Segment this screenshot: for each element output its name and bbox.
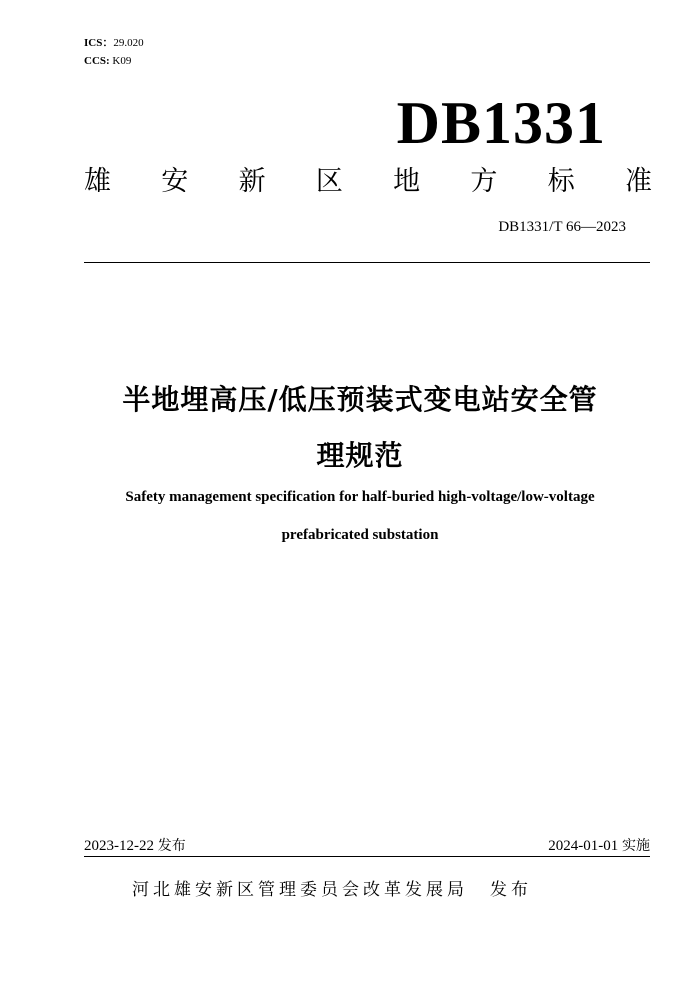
issuer-line <box>132 875 532 900</box>
title-zh-line2: 理规范 <box>316 439 404 472</box>
ics-label: ICS <box>84 37 103 49</box>
ics-line: ICS：29.020 <box>84 37 144 49</box>
implement-date: 2024-01-01 <box>548 838 619 854</box>
standard-type-char: 雄 <box>84 166 111 197</box>
standard-number: DB1331/T 66—2023 <box>498 219 626 235</box>
title-zh-line1: 半地埋高压/低压预装式变电站安全管 <box>122 383 598 416</box>
issuer-action: 发布 <box>490 880 532 900</box>
implement-date-block <box>548 835 650 855</box>
title-en-line2: prefabricated substation <box>281 527 439 543</box>
standard-type-char: 新 <box>238 166 266 197</box>
standard-type <box>84 166 652 198</box>
standard-type-char: 方 <box>470 166 498 197</box>
publish-date: 2023-12-22 <box>84 838 154 854</box>
publish-label: 发布 <box>157 838 186 854</box>
standard-type-char: 安 <box>161 166 189 197</box>
top-divider <box>84 262 650 263</box>
bottom-divider <box>84 856 650 857</box>
publish-date-block <box>84 835 186 855</box>
title-chinese <box>60 372 660 484</box>
ccs-value: K09 <box>112 55 132 67</box>
standard-type-char: 标 <box>547 166 575 197</box>
standard-type-char: 准 <box>624 166 652 197</box>
implement-label: 实施 <box>622 838 650 854</box>
standard-type-char: 区 <box>315 166 343 197</box>
title-en-line1: Safety management specification for half-buried high-voltage/low-voltage <box>125 489 595 505</box>
standard-type-char: 地 <box>393 166 421 197</box>
issuer-name: 河北雄安新区管理委员会改革发展局 <box>132 880 468 900</box>
title-english <box>60 478 660 554</box>
ccs-line <box>84 54 131 68</box>
standard-code: DB1331 <box>396 90 606 156</box>
ccs-label: CCS: <box>84 55 110 67</box>
ics-value: 29.020 <box>113 37 144 49</box>
